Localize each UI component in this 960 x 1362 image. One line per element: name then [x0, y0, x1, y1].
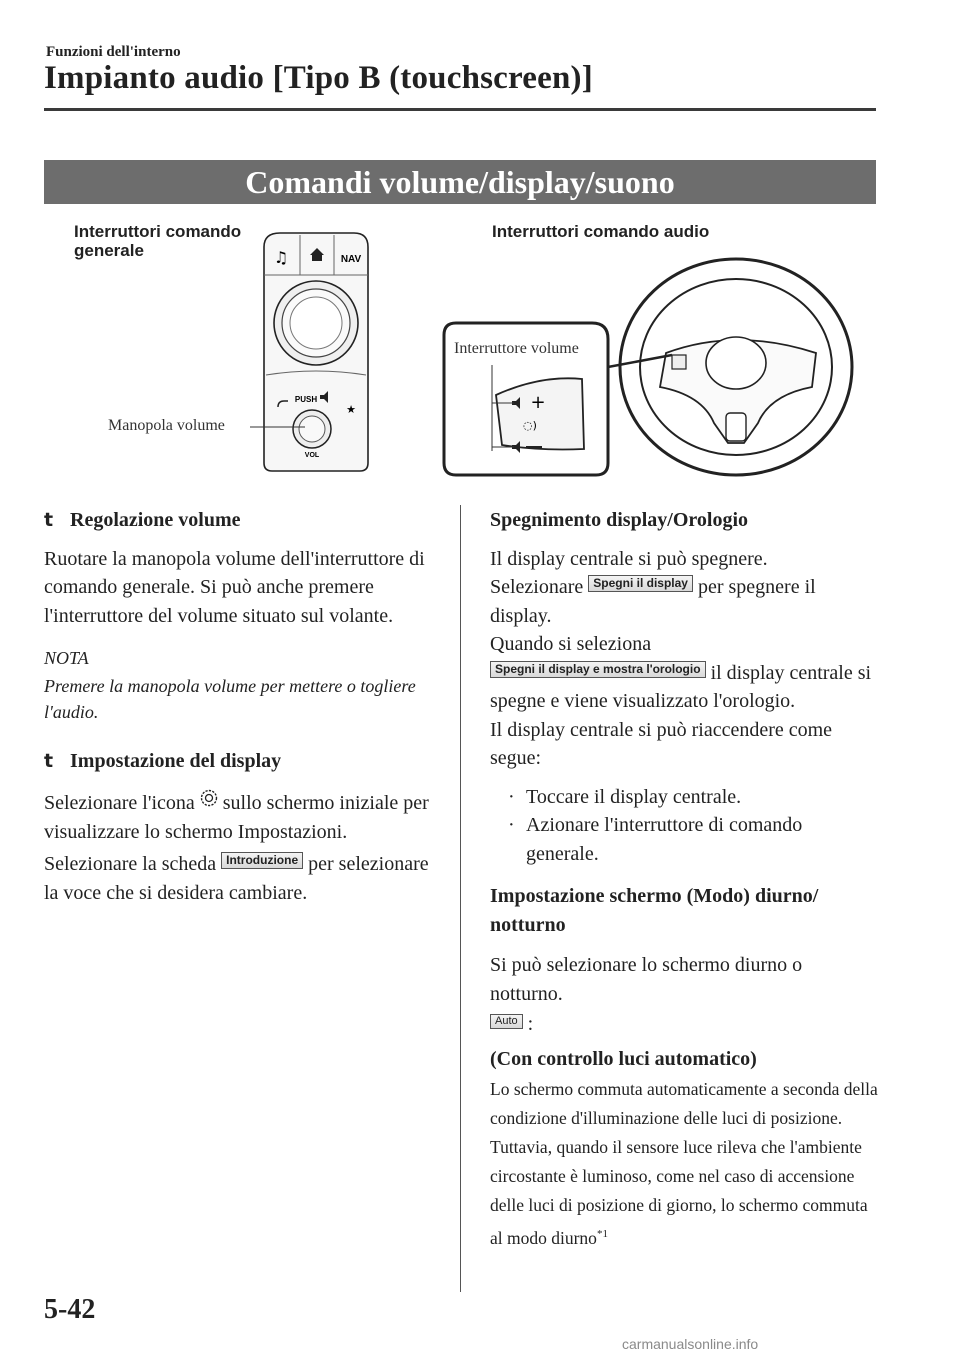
voice-icon: ◌) [523, 419, 537, 432]
volume-knob-callout: Manopola volume [108, 417, 225, 434]
list-item: · Azionare l'interruttore di comando generale. [508, 814, 803, 865]
auto-body: Lo schermo commuta automaticamente a seconda della condizione d'illuminazione delle luci di posizione. Tuttavia, quando il sensore luce rileva che l'ambiente circostante è luminoso, come nel caso di accensione delle luci di posizione di giorno, lo schermo commuta al modo diurno$^{*1}$ [490, 1079, 878, 1248]
display-body-1: Selezionare l'icona sullo schermo iniziale per visualizzare lo schermo Impostazioni. [44, 789, 434, 846]
title-rule [44, 108, 876, 111]
page-number: 5-42 [44, 1294, 96, 1325]
display-off-heading: Spegnimento display/Orologio [490, 509, 749, 531]
svg-text:+: + [530, 392, 546, 413]
spegni-display-button[interactable]: Spegni il display [588, 575, 693, 592]
list-item: · Toccare il display centrale. [508, 785, 742, 808]
chapter-label: Funzioni dell'interno [46, 44, 181, 60]
spegni-display-orologio-button[interactable]: Spegni il display e mostra l'orologio [490, 661, 706, 678]
note-label: NOTA [44, 648, 89, 668]
commander-switch-label: Interruttori comando generale [74, 222, 242, 260]
display-off-p3: Quando si seleziona Spegni il display e mostra l'orologio il display centrale si spegne e viene visualizzato l'orologio. [490, 633, 872, 712]
left-column [44, 506, 434, 907]
auto-button[interactable]: Auto [490, 1014, 523, 1029]
audio-switch-label: Interruttori comando audio [492, 222, 710, 241]
display-heading: t Impostazione del display [44, 749, 282, 772]
display-off-p2: Selezionare Spegni il display per spegnere il display. [490, 576, 816, 627]
music-icon: ♫ [273, 248, 289, 267]
volume-body: Ruotare la manopola volume dell'interruttore di comando generale. Si può anche premere l'interruttore del volume situato sul volante. [44, 547, 425, 627]
push-label: PUSH [294, 395, 318, 404]
introduzione-tab-button[interactable]: Introduzione [221, 852, 303, 869]
auto-sub-heading: (Con controllo luci automatico) [490, 1047, 757, 1070]
page-title: Impianto audio [Tipo B (touchscreen)] [44, 60, 593, 96]
display-off-p4: Il display centrale si può riaccendere come segue: [490, 718, 833, 769]
day-night-heading: Impostazione schermo (Modo) diurno/ notturno [490, 885, 819, 936]
commander-switch-illustration [250, 225, 375, 475]
steering-wheel-illustration [440, 255, 860, 480]
note-text: Premere la manopola volume per mettere o togliere l'audio. [44, 675, 416, 722]
favorite-icon: ★ [346, 403, 356, 416]
display-off-p1: Il display centrale si può spegnere. [490, 547, 768, 570]
right-column [490, 506, 878, 1253]
nav-button: NAV [340, 254, 362, 265]
watermark: carmanualsonline.info [622, 1336, 759, 1352]
volume-switch-callout: Interruttore volume [454, 340, 579, 357]
section-banner: Comandi volume/display/suono [44, 160, 876, 204]
auto-line: Auto : [490, 1010, 878, 1039]
knob-leader-line [250, 420, 310, 434]
day-night-p1: Si può selezionare lo schermo diurno o notturno. [490, 954, 803, 1005]
column-divider [460, 505, 461, 1292]
vol-label: VOL [304, 452, 320, 459]
volume-heading: t Regolazione volume [44, 509, 241, 531]
gear-icon [200, 789, 218, 807]
display-body-2: Selezionare la scheda Introduzione per selezionare la voce che si desidera cambiare. [44, 853, 429, 904]
footnote-ref: *1 [596, 1228, 608, 1240]
